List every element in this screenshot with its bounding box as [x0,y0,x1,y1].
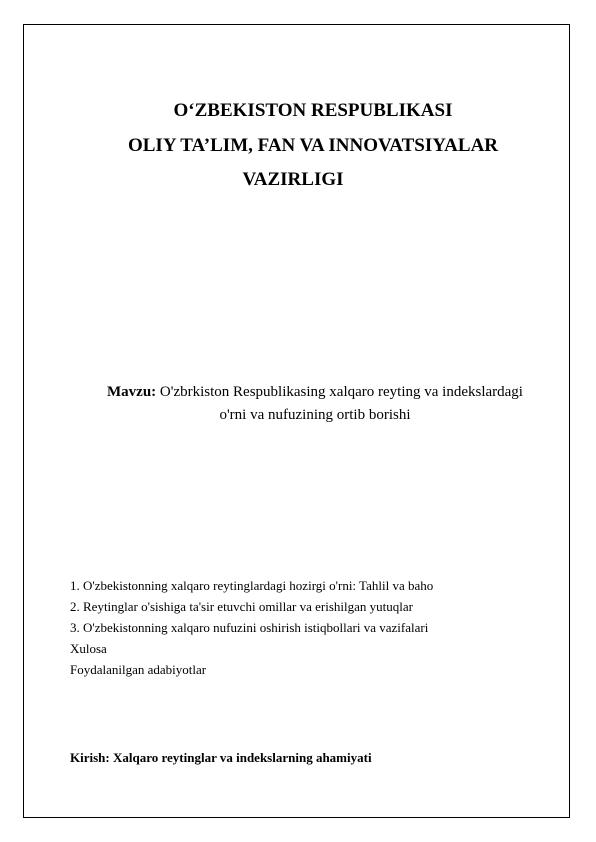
topic-text-2: o'rni va nufuzining ortib borishi [219,407,411,423]
intro-heading: Kirish: Xalqaro reytinglar va indekslarning ahamiyati [70,750,372,765]
ministry-header-line-3: VAZIRLIGI [242,169,344,190]
ministry-header-line-1: O‘ZBEKISTON RESPUBLIKASI [173,100,453,121]
topic-block [80,381,550,427]
toc-item: 2. Reytinglar o'sishiga ta'sir etuvchi omillar va erishilgan yutuqlar [70,599,413,614]
toc-item: Xulosa [70,641,107,656]
topic-label: Mavzu: [107,384,157,400]
topic-line-1 [80,381,550,404]
toc-item: Foydalanilgan adabiyotlar [70,662,207,677]
table-of-contents [70,575,433,680]
topic-text-1: O'zbrkiston Respublikasing xalqaro reyting va indekslardagi [159,384,523,400]
ministry-header-line-2: OLIY TA’LIM, FAN VA INNOVATSIYALAR [127,135,499,156]
toc-item: 3. O'zbekistonning xalqaro nufuzini oshirish istiqbollari va vazifalari [70,620,429,635]
toc-item: 1. O'zbekistonning xalqaro reytinglardagi hozirgi o'rni: Tahlil va baho [70,578,434,593]
